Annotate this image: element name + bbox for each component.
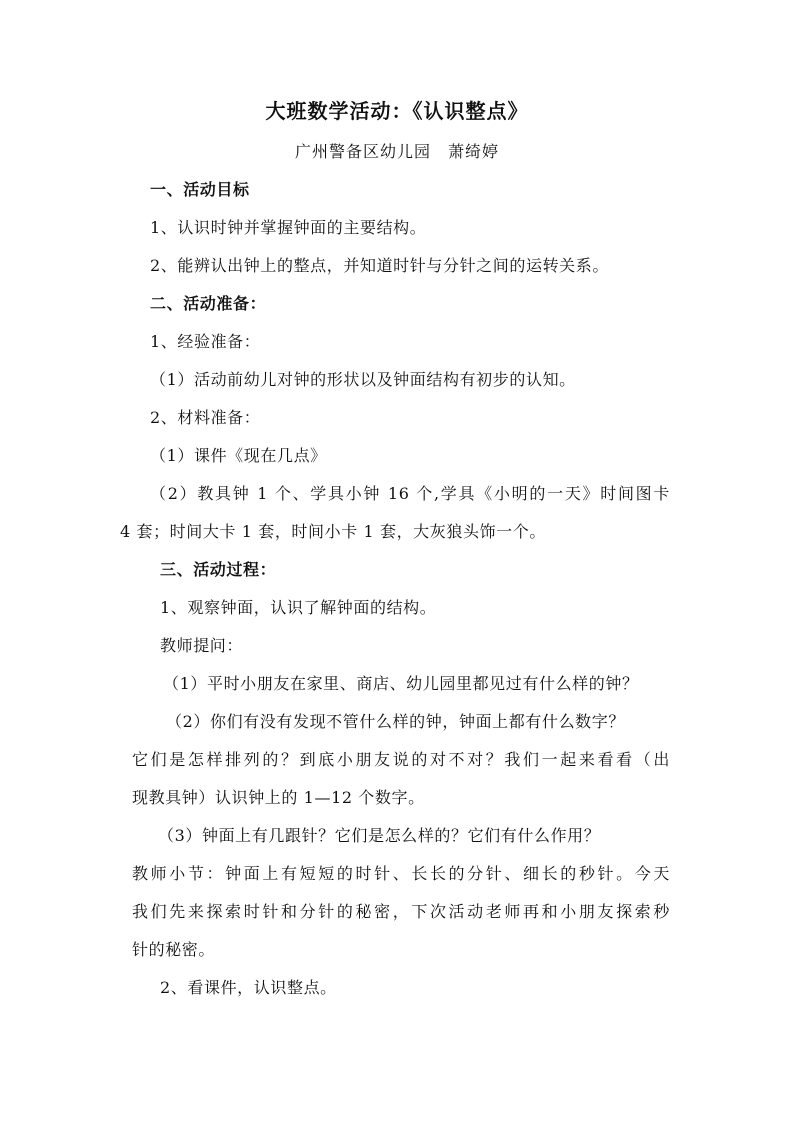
question-3: （3）钟面上有几跟针？它们是怎么样的？它们有什么作用？ <box>158 826 601 845</box>
question-2: （2）你们有没有发现不管什么样的钟，钟面上都有什么数字？ <box>166 712 625 731</box>
goal-item-1: 1、认识时钟并掌握钟面的主要结构。 <box>150 218 427 237</box>
teacher-question-label: 教师提问： <box>160 636 244 655</box>
teacher-summary-cont-2: 针的秘密。 <box>132 940 216 959</box>
section-heading-process: 三、活动过程： <box>160 560 277 579</box>
section-heading-preparation: 二、活动准备： <box>150 294 267 313</box>
question-2-cont-1: 它们是怎样排列的？到底小朋友说的对不对？我们一起来看看（出 <box>132 750 670 769</box>
question-1: （1）平时小朋友在家里、商店、幼儿园里都见过有什么样的钟？ <box>163 674 639 693</box>
teacher-summary-cont-1: 我们先来探索时针和分针的秘密，下次活动老师再和小朋友探索秒 <box>132 902 670 921</box>
prep-experience-heading: 1、经验准备： <box>150 332 261 351</box>
prep-materials-heading: 2、材料准备： <box>150 408 261 427</box>
teacher-summary: 教师小节：钟面上有短短的时针、长长的分针、细长的秒针。今天 <box>132 864 670 883</box>
author-line: 广州警备区幼儿园 萧绮婷 <box>294 142 499 161</box>
goal-item-2: 2、能辨认出钟上的整点，并知道时针与分针之间的运转关系。 <box>150 256 609 275</box>
document-title: 大班数学活动：《认识整点》 <box>265 99 529 123</box>
prep-materials-item-1: （1）课件《现在几点》 <box>150 446 327 465</box>
question-2-cont-2: 现教具钟）认识钟上的 1—12 个数字。 <box>132 788 425 807</box>
prep-materials-item-2: （2）教具钟 1 个、学具小钟 16 个,学具《小明的一天》时间图卡 <box>150 484 670 503</box>
section-heading-goals: 一、活动目标 <box>150 180 250 199</box>
prep-experience-item-1: （1）活动前幼儿对钟的形状以及钟面结构有初步的认知。 <box>150 370 576 389</box>
process-step-1: 1、观察钟面，认识了解钟面的结构。 <box>160 598 437 617</box>
process-step-2: 2、看课件，认识整点。 <box>160 978 337 997</box>
prep-materials-item-2-cont: 4 套；时间大卡 1 套，时间小卡 1 套，大灰狼头饰一个。 <box>120 522 546 541</box>
